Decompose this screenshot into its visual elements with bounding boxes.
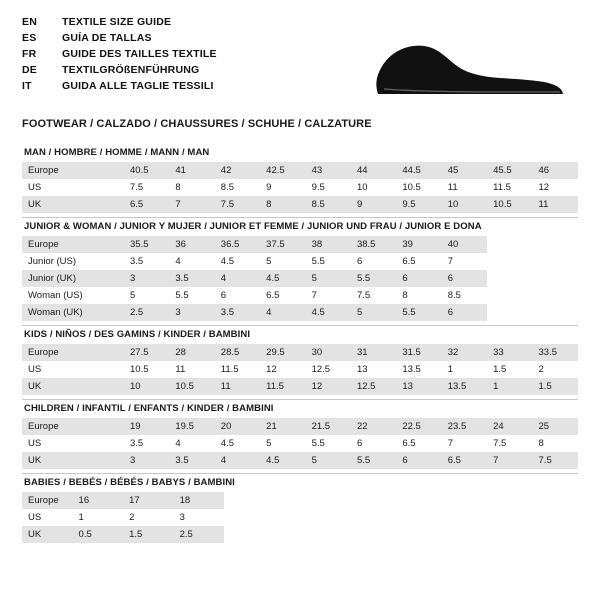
size-cell: 40	[442, 236, 487, 253]
size-cell-empty	[325, 526, 376, 543]
row-label: Europe	[22, 418, 124, 435]
size-cell: 11	[447, 181, 458, 193]
size-cell: 1.5	[493, 363, 507, 375]
size-table-kids	[22, 344, 578, 395]
size-cell-empty	[426, 509, 477, 526]
size-cell: 16	[73, 492, 124, 509]
table-row	[22, 452, 578, 469]
size-cell: 20	[215, 418, 260, 435]
size-cell: 39	[396, 236, 441, 253]
size-cell: 45	[442, 162, 487, 179]
table-row	[22, 236, 578, 253]
size-cell: 5.5	[396, 304, 441, 321]
language-row	[22, 48, 217, 64]
size-cell-empty	[477, 492, 528, 509]
size-cell: 13.5	[402, 363, 421, 375]
size-cell: 7	[447, 437, 454, 449]
category-title: CHILDREN / INFANTIL / ENFANTS / KINDER / BAMBINI	[22, 399, 578, 418]
size-cell: 3.5	[130, 437, 144, 449]
size-cell: 25	[533, 418, 578, 435]
table-row	[22, 196, 578, 213]
size-cell: 10	[356, 181, 368, 193]
size-cell: 21.5	[306, 418, 351, 435]
size-cell: 17	[123, 492, 174, 509]
row-label: UK	[22, 378, 124, 395]
category-title: MAN / HOMBRE / HOMME / MANN / MAN	[24, 147, 210, 158]
size-cell-empty	[275, 526, 326, 543]
size-table-man	[22, 162, 578, 213]
size-cell: 3.5	[130, 255, 144, 267]
category-title: BABIES / BEBÉS / BÉBÉS / BABYS / BAMBINI	[22, 473, 578, 492]
size-cell: 4.5	[220, 255, 234, 267]
size-cell: 7.5	[215, 196, 260, 213]
size-cell: 38	[306, 236, 351, 253]
row-label: US	[28, 437, 42, 449]
size-cell: 12	[306, 378, 351, 395]
category-block-man	[22, 144, 578, 213]
size-cell: 35.5	[124, 236, 169, 253]
table-row	[22, 361, 578, 378]
category-block-kids	[22, 325, 578, 395]
dress-shoe-icon	[372, 32, 572, 102]
size-cell-empty	[477, 526, 528, 543]
size-cell: 12	[266, 363, 277, 375]
row-label: Woman (UK)	[22, 304, 124, 321]
size-cell: 11	[533, 196, 578, 213]
table-row	[22, 270, 578, 287]
size-cell: 13	[356, 363, 368, 375]
row-label: Europe	[22, 344, 124, 361]
size-cell-empty	[527, 492, 578, 509]
size-cell: 5	[306, 270, 351, 287]
table-row	[22, 435, 578, 452]
size-cell: 3.5	[215, 304, 260, 321]
size-cell-empty	[533, 304, 578, 321]
language-code: IT	[22, 80, 32, 92]
size-cell: 4	[215, 452, 260, 469]
size-cell: 7.5	[533, 452, 578, 469]
size-cell: 5	[351, 304, 396, 321]
size-cell: 45.5	[487, 162, 532, 179]
size-cell: 44	[351, 162, 396, 179]
size-cell: 31	[351, 344, 396, 361]
size-table-body	[22, 492, 578, 543]
size-cell: 4.5	[220, 437, 234, 449]
size-table-body	[22, 344, 578, 395]
size-cell: 11.5	[220, 363, 239, 375]
row-label: US	[28, 363, 42, 375]
size-cell: 24	[487, 418, 532, 435]
language-title: GUIDA ALLE TAGLIE TESSILI	[62, 80, 214, 92]
size-cell: 3	[179, 511, 185, 523]
size-cell: 1	[447, 363, 454, 375]
category-block-junior-woman	[22, 217, 578, 321]
category-title: JUNIOR & WOMAN / JUNIOR Y MUJER / JUNIOR ET FEMME / JUNIOR UND FRAU / JUNIOR E DONA	[22, 217, 578, 236]
size-cell: 8.5	[306, 196, 351, 213]
size-cell: 44.5	[396, 162, 441, 179]
size-cell: 9	[266, 181, 272, 193]
table-row	[22, 418, 578, 435]
size-cell: 11.5	[493, 181, 511, 193]
size-cell: 18	[174, 492, 225, 509]
size-cell-empty	[224, 492, 275, 509]
language-title: TEXTILE SIZE GUIDE	[62, 16, 172, 28]
size-table-children	[22, 418, 578, 469]
language-title-rows	[22, 16, 217, 96]
size-cell: 37.5	[260, 236, 305, 253]
size-cell: 3	[124, 270, 169, 287]
size-cell: 5	[130, 289, 136, 301]
size-cell: 10.5	[487, 196, 532, 213]
size-cell: 0.5	[73, 526, 124, 543]
size-cell: 9.5	[311, 181, 325, 193]
size-table-babies	[22, 492, 578, 543]
size-cell: 5.5	[175, 289, 189, 301]
category-title: KIDS / NIÑOS / DES GAMINS / KINDER / BAMBINI	[22, 325, 578, 344]
size-table-body	[22, 162, 578, 213]
table-row	[22, 162, 578, 179]
language-title: TEXTILGRÖßENFÜHRUNG	[62, 64, 200, 76]
table-row	[22, 344, 578, 361]
row-label: US	[28, 511, 42, 523]
size-cell: 8	[175, 181, 181, 193]
size-cell: 7	[447, 255, 454, 267]
table-row	[22, 304, 578, 321]
size-cell: 9.5	[396, 196, 441, 213]
size-cell: 31.5	[396, 344, 441, 361]
row-label: UK	[22, 196, 124, 213]
size-cell: 5.5	[311, 255, 325, 267]
size-table-body	[22, 236, 578, 321]
size-cell-empty	[487, 253, 532, 270]
size-cell-empty	[533, 287, 578, 304]
size-cell: 6.5	[124, 196, 169, 213]
size-cell: 4	[175, 437, 181, 449]
size-cell-empty	[325, 492, 376, 509]
size-cell: 8	[538, 437, 544, 449]
size-cell: 19.5	[169, 418, 214, 435]
row-label: Woman (US)	[28, 289, 83, 301]
category-block-children	[22, 399, 578, 469]
size-cell: 4.5	[260, 452, 305, 469]
size-cell: 3	[124, 452, 169, 469]
size-cell-empty	[224, 526, 275, 543]
size-cell: 10	[124, 378, 169, 395]
table-row	[22, 492, 578, 509]
size-cell: 4.5	[260, 270, 305, 287]
table-row	[22, 287, 578, 304]
size-cell-empty	[325, 509, 376, 526]
language-title: GUÍA DE TALLAS	[62, 32, 152, 44]
row-label: UK	[22, 526, 73, 543]
language-code: FR	[22, 48, 37, 60]
size-cell: 46	[533, 162, 578, 179]
size-cell: 6.5	[266, 289, 280, 301]
row-label: Europe	[22, 492, 73, 509]
size-cell: 4	[260, 304, 305, 321]
size-cell: 33.5	[533, 344, 578, 361]
size-cell: 3	[169, 304, 214, 321]
size-cell: 7.5	[130, 181, 144, 193]
size-cell: 6.5	[402, 255, 416, 267]
category-block-babies	[22, 473, 578, 543]
size-cell-empty	[533, 236, 578, 253]
size-cell: 28.5	[215, 344, 260, 361]
size-cell: 41	[169, 162, 214, 179]
size-cell: 8.5	[447, 289, 461, 301]
size-cell: 32	[442, 344, 487, 361]
size-cell: 5	[306, 452, 351, 469]
size-cell: 40.5	[124, 162, 169, 179]
size-cell: 12	[538, 181, 550, 193]
size-cell-empty	[426, 526, 477, 543]
size-cell: 7.5	[356, 289, 371, 301]
size-cell: 10.5	[169, 378, 214, 395]
size-cell: 27.5	[124, 344, 169, 361]
size-cell: 8	[402, 289, 408, 301]
size-cell: 10.5	[130, 363, 149, 375]
size-cell-empty	[275, 509, 326, 526]
size-cell: 11.5	[260, 378, 305, 395]
size-cell: 6	[356, 437, 363, 449]
language-title-list	[22, 16, 217, 96]
language-title: GUIDE DES TAILLES TEXTILE	[62, 48, 217, 60]
language-code: ES	[22, 32, 37, 44]
table-row	[22, 179, 578, 196]
size-cell: 33	[487, 344, 532, 361]
row-label: Europe	[22, 236, 124, 253]
language-row	[22, 32, 217, 48]
language-row	[22, 16, 217, 32]
size-cell: 4.5	[306, 304, 351, 321]
size-cell: 6.5	[442, 452, 487, 469]
size-cell-empty	[533, 253, 578, 270]
size-cell-empty	[487, 287, 532, 304]
size-cell: 19	[124, 418, 169, 435]
size-table-body	[22, 418, 578, 469]
size-cell: 13.5	[442, 378, 487, 395]
size-cell: 1	[487, 378, 532, 395]
size-cell: 6	[220, 289, 227, 301]
row-label: Junior (UK)	[22, 270, 124, 287]
size-cell: 1	[78, 511, 84, 523]
size-cell-empty	[487, 236, 532, 253]
size-cell: 13	[396, 378, 441, 395]
size-cell: 5.5	[351, 270, 396, 287]
size-cell: 5.5	[351, 452, 396, 469]
size-cell: 10	[442, 196, 487, 213]
language-code: DE	[22, 64, 37, 76]
size-cell: 12.5	[351, 378, 396, 395]
size-cell: 6.5	[402, 437, 416, 449]
size-cell: 7	[487, 452, 532, 469]
size-cell: 5.5	[311, 437, 325, 449]
document-header	[22, 16, 578, 108]
page-title: FOOTWEAR / CALZADO / CHAUSSURES / SCHUHE / CALZATURE	[22, 118, 372, 130]
size-cell-empty	[376, 526, 427, 543]
size-cell: 11	[215, 378, 260, 395]
size-cell: 36.5	[215, 236, 260, 253]
table-row	[22, 509, 578, 526]
size-cell: 8.5	[220, 181, 234, 193]
size-cell: 6	[442, 270, 487, 287]
size-cell: 12.5	[311, 363, 331, 375]
size-cell-empty	[477, 509, 528, 526]
size-cell: 36	[169, 236, 214, 253]
size-cell: 6	[442, 304, 487, 321]
size-cell: 9	[351, 196, 396, 213]
size-cell-empty	[533, 270, 578, 287]
size-cell: 38.5	[351, 236, 396, 253]
size-cell-empty	[426, 492, 477, 509]
size-cell-empty	[487, 270, 532, 287]
size-cell: 21	[260, 418, 305, 435]
size-cell-empty	[224, 509, 275, 526]
size-cell: 42.5	[260, 162, 305, 179]
row-label: Europe	[22, 162, 124, 179]
size-cell: 3.5	[169, 270, 214, 287]
size-cell: 7	[311, 289, 317, 301]
size-cell: 6	[396, 270, 441, 287]
size-cell: 5	[266, 255, 272, 267]
size-cell: 4	[215, 270, 260, 287]
table-row	[22, 253, 578, 270]
size-cell: 6	[356, 255, 363, 267]
size-cell: 22.5	[396, 418, 441, 435]
size-cell: 43	[306, 162, 351, 179]
size-cell: 11	[175, 363, 186, 375]
size-cell: 42	[215, 162, 260, 179]
language-row	[22, 80, 217, 96]
size-cell: 30	[306, 344, 351, 361]
size-cell: 4	[175, 255, 181, 267]
table-row	[22, 378, 578, 395]
size-cell: 1.5	[533, 378, 578, 395]
size-cell: 2.5	[124, 304, 169, 321]
size-cell: 22	[351, 418, 396, 435]
size-table-junior-woman	[22, 236, 578, 321]
language-row	[22, 64, 217, 80]
size-cell-empty	[527, 509, 578, 526]
size-cell: 6	[396, 452, 441, 469]
size-cell: 7	[169, 196, 214, 213]
language-code: EN	[22, 16, 37, 28]
size-cell-empty	[487, 304, 532, 321]
size-cell-empty	[275, 492, 326, 509]
row-label: US	[28, 181, 42, 193]
size-cell-empty	[376, 492, 427, 509]
size-cell: 23.5	[442, 418, 487, 435]
row-label: Junior (US)	[28, 255, 77, 267]
size-cell: 3.5	[169, 452, 214, 469]
size-cell: 1.5	[123, 526, 174, 543]
size-cell-empty	[527, 526, 578, 543]
size-cell: 28	[169, 344, 214, 361]
size-cell: 2	[129, 511, 135, 523]
size-cell: 5	[266, 437, 272, 449]
table-row	[22, 526, 578, 543]
size-cell-empty	[376, 509, 427, 526]
size-cell: 10.5	[402, 181, 421, 193]
size-cell: 2	[538, 363, 544, 375]
row-label: UK	[22, 452, 124, 469]
size-cell: 29.5	[260, 344, 305, 361]
size-cell: 7.5	[493, 437, 507, 449]
size-cell: 2.5	[174, 526, 225, 543]
size-cell: 8	[260, 196, 305, 213]
